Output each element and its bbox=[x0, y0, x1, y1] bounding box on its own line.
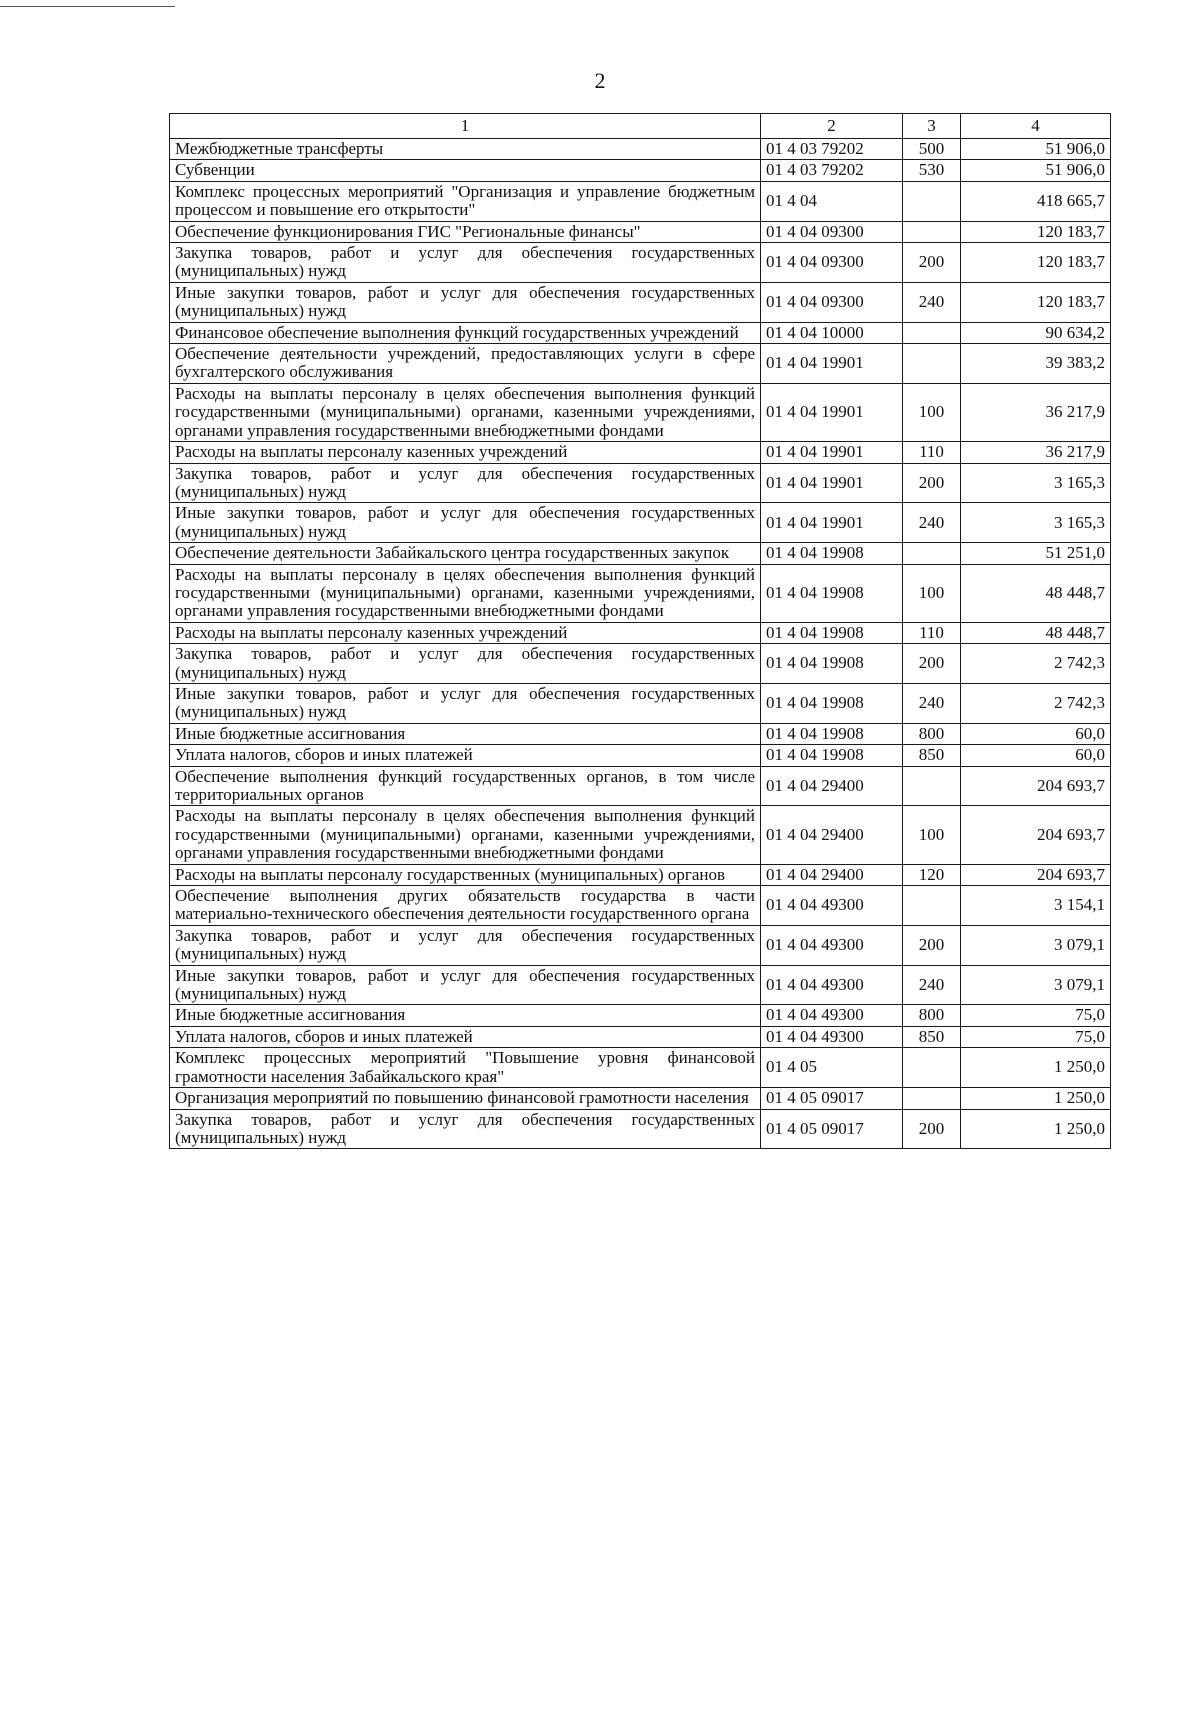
table-row bbox=[170, 181, 1111, 221]
table-row bbox=[170, 683, 1111, 723]
row-code: 01 4 05 bbox=[761, 1048, 903, 1088]
row-kvr: 240 bbox=[903, 282, 961, 322]
row-name: Иные бюджетные ассигнования bbox=[170, 723, 761, 744]
scan-edge-line bbox=[0, 6, 175, 7]
row-sum: 75,0 bbox=[961, 1005, 1111, 1026]
row-kvr: 530 bbox=[903, 160, 961, 181]
row-kvr: 800 bbox=[903, 723, 961, 744]
row-sum: 1 250,0 bbox=[961, 1048, 1111, 1088]
row-code: 01 4 04 49300 bbox=[761, 925, 903, 965]
row-sum: 3 079,1 bbox=[961, 925, 1111, 965]
row-kvr bbox=[903, 1048, 961, 1088]
row-sum: 1 250,0 bbox=[961, 1109, 1111, 1149]
table-header-row bbox=[170, 114, 1111, 139]
row-code: 01 4 04 09300 bbox=[761, 282, 903, 322]
column-header-name: 1 bbox=[170, 114, 761, 139]
row-name: Иные закупки товаров, работ и услуг для обеспечения государственных (муниципальных) нужд bbox=[170, 965, 761, 1005]
row-name: Обеспечение выполнения других обязательств государства в части материально-технического обеспечения деятельности государственного органа bbox=[170, 886, 761, 926]
row-code: 01 4 04 19908 bbox=[761, 745, 903, 766]
table-row bbox=[170, 322, 1111, 343]
row-name: Расходы на выплаты персоналу казенных учреждений bbox=[170, 442, 761, 463]
table-row bbox=[170, 806, 1111, 864]
table-row bbox=[170, 1026, 1111, 1047]
row-sum: 1 250,0 bbox=[961, 1088, 1111, 1109]
row-name: Иные закупки товаров, работ и услуг для обеспечения государственных (муниципальных) нужд bbox=[170, 503, 761, 543]
column-header-kvr: 3 bbox=[903, 114, 961, 139]
table-row bbox=[170, 886, 1111, 926]
row-sum: 39 383,2 bbox=[961, 344, 1111, 384]
row-kvr: 110 bbox=[903, 622, 961, 643]
row-name: Финансовое обеспечение выполнения функций государственных учреждений bbox=[170, 322, 761, 343]
row-name: Обеспечение деятельности учреждений, предоставляющих услуги в сфере бухгалтерского обслуживания bbox=[170, 344, 761, 384]
row-sum: 48 448,7 bbox=[961, 564, 1111, 622]
table-row bbox=[170, 383, 1111, 441]
row-code: 01 4 05 09017 bbox=[761, 1088, 903, 1109]
row-name: Комплекс процессных мероприятий "Организация и управление бюджетным процессом и повышение его открытости" bbox=[170, 181, 761, 221]
row-code: 01 4 04 19901 bbox=[761, 503, 903, 543]
row-kvr: 240 bbox=[903, 683, 961, 723]
row-code: 01 4 04 29400 bbox=[761, 806, 903, 864]
row-code: 01 4 04 09300 bbox=[761, 243, 903, 283]
row-kvr: 100 bbox=[903, 806, 961, 864]
row-sum: 3 165,3 bbox=[961, 503, 1111, 543]
row-code: 01 4 05 09017 bbox=[761, 1109, 903, 1149]
table-row bbox=[170, 766, 1111, 806]
table-row bbox=[170, 160, 1111, 181]
row-code: 01 4 04 49300 bbox=[761, 1005, 903, 1026]
table-row bbox=[170, 282, 1111, 322]
row-kvr bbox=[903, 886, 961, 926]
row-sum: 120 183,7 bbox=[961, 221, 1111, 242]
row-kvr: 200 bbox=[903, 243, 961, 283]
row-sum: 418 665,7 bbox=[961, 181, 1111, 221]
table-row bbox=[170, 344, 1111, 384]
table-row bbox=[170, 723, 1111, 744]
row-sum: 60,0 bbox=[961, 723, 1111, 744]
row-kvr: 200 bbox=[903, 463, 961, 503]
row-sum: 51 906,0 bbox=[961, 160, 1111, 181]
row-code: 01 4 04 19901 bbox=[761, 463, 903, 503]
table-row bbox=[170, 139, 1111, 160]
row-name: Обеспечение функционирования ГИС "Региональные финансы" bbox=[170, 221, 761, 242]
row-code: 01 4 04 19908 bbox=[761, 644, 903, 684]
row-code: 01 4 04 bbox=[761, 181, 903, 221]
table-row bbox=[170, 442, 1111, 463]
row-code: 01 4 04 29400 bbox=[761, 766, 903, 806]
row-name: Организация мероприятий по повышению финансовой грамотности населения bbox=[170, 1088, 761, 1109]
row-kvr bbox=[903, 221, 961, 242]
row-name: Закупка товаров, работ и услуг для обеспечения государственных (муниципальных) нужд bbox=[170, 644, 761, 684]
row-name: Закупка товаров, работ и услуг для обеспечения государственных (муниципальных) нужд bbox=[170, 463, 761, 503]
row-sum: 90 634,2 bbox=[961, 322, 1111, 343]
row-sum: 36 217,9 bbox=[961, 442, 1111, 463]
row-kvr bbox=[903, 181, 961, 221]
row-code: 01 4 04 19908 bbox=[761, 564, 903, 622]
row-code: 01 4 04 49300 bbox=[761, 1026, 903, 1047]
row-name: Расходы на выплаты персоналу в целях обеспечения выполнения функций государственными (муниципальными) органами, казенными учреждениями, органами управления государственными внебюджетными фондами bbox=[170, 383, 761, 441]
row-kvr: 200 bbox=[903, 644, 961, 684]
row-sum: 60,0 bbox=[961, 745, 1111, 766]
row-code: 01 4 04 49300 bbox=[761, 965, 903, 1005]
row-sum: 3 154,1 bbox=[961, 886, 1111, 926]
row-name: Иные закупки товаров, работ и услуг для обеспечения государственных (муниципальных) нужд bbox=[170, 282, 761, 322]
table-row bbox=[170, 1109, 1111, 1149]
table-row bbox=[170, 622, 1111, 643]
row-kvr: 200 bbox=[903, 1109, 961, 1149]
row-name: Уплата налогов, сборов и иных платежей bbox=[170, 745, 761, 766]
row-name: Расходы на выплаты персоналу казенных учреждений bbox=[170, 622, 761, 643]
row-name: Иные бюджетные ассигнования bbox=[170, 1005, 761, 1026]
row-code: 01 4 04 19908 bbox=[761, 622, 903, 643]
table-row bbox=[170, 1048, 1111, 1088]
table-row bbox=[170, 543, 1111, 564]
row-name: Обеспечение деятельности Забайкальского центра государственных закупок bbox=[170, 543, 761, 564]
row-sum: 2 742,3 bbox=[961, 644, 1111, 684]
row-name: Иные закупки товаров, работ и услуг для обеспечения государственных (муниципальных) нужд bbox=[170, 683, 761, 723]
row-sum: 204 693,7 bbox=[961, 766, 1111, 806]
row-sum: 120 183,7 bbox=[961, 243, 1111, 283]
row-kvr: 850 bbox=[903, 1026, 961, 1047]
table-row bbox=[170, 564, 1111, 622]
row-sum: 75,0 bbox=[961, 1026, 1111, 1047]
row-code: 01 4 03 79202 bbox=[761, 160, 903, 181]
row-sum: 48 448,7 bbox=[961, 622, 1111, 643]
row-code: 01 4 04 19908 bbox=[761, 543, 903, 564]
row-code: 01 4 04 19901 bbox=[761, 442, 903, 463]
row-code: 01 4 04 19901 bbox=[761, 344, 903, 384]
row-kvr: 240 bbox=[903, 965, 961, 1005]
row-kvr: 200 bbox=[903, 925, 961, 965]
row-sum: 2 742,3 bbox=[961, 683, 1111, 723]
row-sum: 204 693,7 bbox=[961, 864, 1111, 885]
row-kvr: 110 bbox=[903, 442, 961, 463]
row-code: 01 4 04 49300 bbox=[761, 886, 903, 926]
table-row bbox=[170, 1088, 1111, 1109]
table-row bbox=[170, 503, 1111, 543]
row-kvr bbox=[903, 543, 961, 564]
table-row bbox=[170, 644, 1111, 684]
row-name: Субвенции bbox=[170, 160, 761, 181]
row-code: 01 4 03 79202 bbox=[761, 139, 903, 160]
row-sum: 120 183,7 bbox=[961, 282, 1111, 322]
table-row bbox=[170, 243, 1111, 283]
row-sum: 51 251,0 bbox=[961, 543, 1111, 564]
table-row bbox=[170, 965, 1111, 1005]
row-kvr: 800 bbox=[903, 1005, 961, 1026]
table-row bbox=[170, 864, 1111, 885]
row-code: 01 4 04 19908 bbox=[761, 723, 903, 744]
budget-table bbox=[169, 113, 1111, 1149]
row-name: Обеспечение выполнения функций государственных органов, в том числе территориальных органов bbox=[170, 766, 761, 806]
row-name: Закупка товаров, работ и услуг для обеспечения государственных (муниципальных) нужд bbox=[170, 243, 761, 283]
row-name: Расходы на выплаты персоналу в целях обеспечения выполнения функций государственными (муниципальными) органами, казенными учреждениями, органами управления государственными внебюджетными фондами bbox=[170, 806, 761, 864]
row-sum: 3 165,3 bbox=[961, 463, 1111, 503]
row-kvr bbox=[903, 1088, 961, 1109]
page-number: 2 bbox=[594, 68, 606, 93]
row-name: Расходы на выплаты персоналу в целях обеспечения выполнения функций государственными (муниципальными) органами, казенными учреждениями, органами управления государственными внебюджетными фондами bbox=[170, 564, 761, 622]
table-row bbox=[170, 1005, 1111, 1026]
table-row bbox=[170, 745, 1111, 766]
row-kvr bbox=[903, 344, 961, 384]
row-kvr: 240 bbox=[903, 503, 961, 543]
row-name: Межбюджетные трансферты bbox=[170, 139, 761, 160]
row-name: Расходы на выплаты персоналу государственных (муниципальных) органов bbox=[170, 864, 761, 885]
row-kvr: 120 bbox=[903, 864, 961, 885]
row-kvr: 850 bbox=[903, 745, 961, 766]
row-code: 01 4 04 19908 bbox=[761, 683, 903, 723]
row-name: Комплекс процессных мероприятий "Повышение уровня финансовой грамотности населения Забайкальского края" bbox=[170, 1048, 761, 1088]
table-row bbox=[170, 221, 1111, 242]
row-kvr bbox=[903, 322, 961, 343]
column-header-code: 2 bbox=[761, 114, 903, 139]
row-sum: 3 079,1 bbox=[961, 965, 1111, 1005]
row-code: 01 4 04 29400 bbox=[761, 864, 903, 885]
row-kvr: 500 bbox=[903, 139, 961, 160]
row-sum: 36 217,9 bbox=[961, 383, 1111, 441]
row-name: Закупка товаров, работ и услуг для обеспечения государственных (муниципальных) нужд bbox=[170, 925, 761, 965]
row-code: 01 4 04 10000 bbox=[761, 322, 903, 343]
row-code: 01 4 04 09300 bbox=[761, 221, 903, 242]
row-name: Закупка товаров, работ и услуг для обеспечения государственных (муниципальных) нужд bbox=[170, 1109, 761, 1149]
column-header-sum: 4 bbox=[961, 114, 1111, 139]
row-code: 01 4 04 19901 bbox=[761, 383, 903, 441]
row-kvr bbox=[903, 766, 961, 806]
row-kvr: 100 bbox=[903, 383, 961, 441]
row-name: Уплата налогов, сборов и иных платежей bbox=[170, 1026, 761, 1047]
row-sum: 51 906,0 bbox=[961, 139, 1111, 160]
table-row bbox=[170, 925, 1111, 965]
row-kvr: 100 bbox=[903, 564, 961, 622]
row-sum: 204 693,7 bbox=[961, 806, 1111, 864]
table-row bbox=[170, 463, 1111, 503]
